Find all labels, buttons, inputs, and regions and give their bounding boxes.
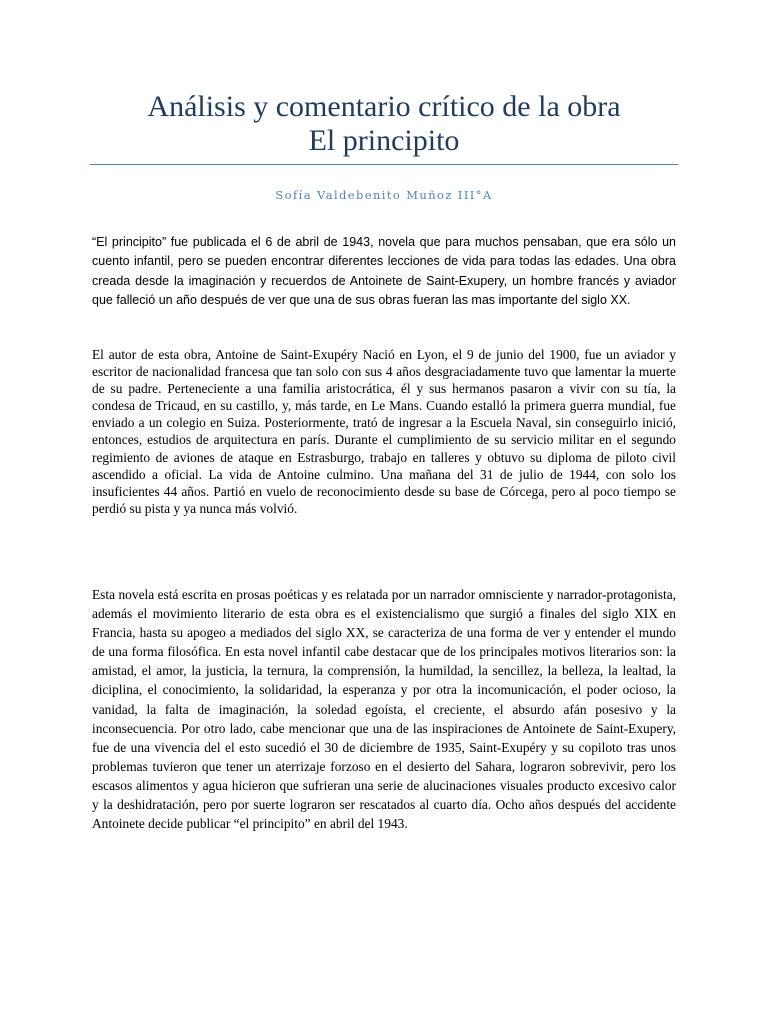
author-line: Sofía Valdebenito Muñoz III°A	[275, 188, 493, 202]
paragraph-author-biography: El autor de esta obra, Antoine de Saint-Exupéry Nació en Lyon, el 9 de junio del 1900, fue un aviador y escritor de nacionalidad francesa que tan solo con sus 4 años desgraciadamente tuvo que lamentar la muerte de su padre. Perteneciente a una familia aristocrática, él y sus hermanos pasaron a vivir con su tía, la condesa de Tricaud, en su castillo, y, más tarde, en Le Mans. Cuando estalló la primera guerra mundial, fue enviado a un colegio en Suiza. Posteriormente, trató de ingresar a la Escuela Naval, sin conseguirlo inició, entonces, estudios de arquitectura en parís. Durante el cumplimiento de su servicio militar en el segundo regimiento de aviones de ataque en Estrasburgo, trabajo en talleres y obtuvo su diploma de piloto civil ascendido a oficial. La vida de Antoine culmino. Una mañana del 31 de julio de 1944, con solo los insuficientes 44 años. Partió en vuelo de reconocimiento desde su base de Córcega, pero al poco tiempo se perdió su pista y ya nunca más volvió.	[92, 347, 676, 516]
page-title	[90, 90, 678, 158]
title-line-1: Análisis y comentario crítico de la obra	[147, 90, 621, 123]
title-line-2: El principito	[308, 124, 460, 157]
paragraph-intro: “El principito” fue publicada el 6 de abril de 1943, novela que para muchos pensaban, que era sólo un cuento infantil, pero se pueden encontrar diferentes lecciones de vida para todas las edades. Una obra creada desde la imaginación y recuerdos de Antoinete de Saint-Exupery, un hombre francés y aviador que falleció un año después de ver que una de sus obras fueran las mas importante del siglo XX.	[92, 235, 676, 308]
title-divider	[90, 164, 678, 165]
paragraph-analysis: Esta novela está escrita en prosas poéticas y es relatada por un narrador omnisciente y narrador-protagonista, además el movimiento literario de esta obra es el existencialismo que surgió a finales del siglo XIX en Francia, hasta su apogeo a mediados del siglo XX, se caracteriza de una forma de ver y entender el mundo de una forma filosófica. En esta novel infantil cabe destacar que de los principales motivos literarios son: la amistad, el amor, la justicia, la ternura, la comprensión, la humildad, la sencillez, la belleza, la lealtad, la diciplina, el conocimiento, la solidaridad, la esperanza y por otra la incomunicación, el poder ocioso, la vanidad, la falta de imaginación, la soledad egoísta, el creciente, el absurdo afán posesivo y la inconsecuencia. Por otro lado, cabe mencionar que una de las inspiraciones de Antoinete de Saint-Exupery, fue de una vivencia del el esto sucedió el 30 de diciembre de 1935, Saint-Exupéry y su copiloto tras unos problemas tuvieron que tener un aterrizaje forzoso en el desierto del Sahara, lograron sobrevivir, pero los escasos alimentos y agua hicieron que sufrieran una serie de alucinaciones visuales producto excesivo calor y la deshidratación, pero por suerte lograron ser rescatados al cuarto día. Ocho años después del accidente Antoinete decide publicar “el principito” en abril del 1943.	[92, 587, 676, 832]
